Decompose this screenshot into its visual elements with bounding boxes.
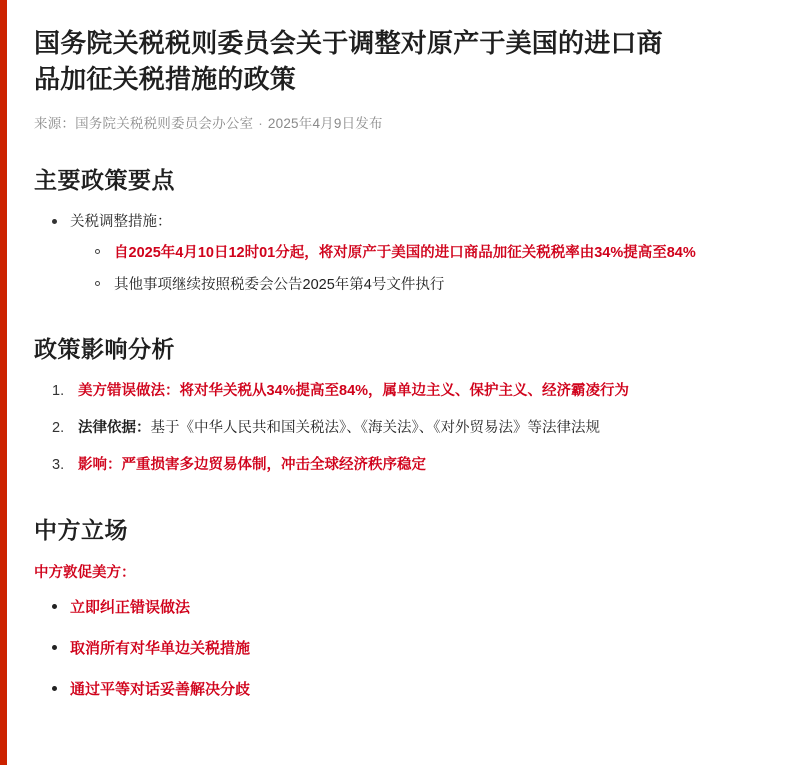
sub-item-text: 自2025年4月10日12时01分起，将对原产于美国的进口商品加征关税税率由34%提高至84% (114, 244, 696, 261)
item-lead: 影响： (78, 457, 122, 474)
source-name: 国务院关税税则委员会办公室 (75, 115, 254, 131)
list-item (92, 241, 766, 266)
section-key-points (34, 162, 766, 297)
page-title: 国务院关税税则委员会关于调整对原产于美国的进口商品加征关税措施的政策 (34, 28, 663, 94)
list-item-label: 关税调整措施： (70, 213, 172, 230)
list-item (48, 678, 766, 702)
document-meta (34, 112, 766, 132)
bullet-dot-icon (52, 686, 57, 691)
publish-date: 2025年4月9日发布 (267, 115, 383, 131)
list-item-text: 取消所有对华单边关税措施 (70, 639, 251, 657)
item-text: 严重损害多边贸易体制，冲击全球经济秩序稳定 (121, 457, 426, 474)
list-item (48, 637, 766, 661)
bullet-dot-icon (52, 645, 57, 650)
impact-analysis-list (34, 380, 766, 478)
key-points-list (34, 211, 766, 297)
source-label: 来源： (34, 115, 76, 131)
bullet-ring-icon (95, 281, 100, 286)
list-item (48, 211, 766, 297)
item-text: 将对华关税从34%提高至84%，属单边主义、保护主义、经济霸凌行为 (179, 383, 630, 400)
section-heading: 政策影响分析 (34, 336, 175, 363)
bullet-dot-icon (52, 219, 57, 224)
list-item (48, 454, 766, 478)
meta-separator: · (258, 115, 263, 131)
bullet-dot-icon (52, 604, 57, 609)
list-item (48, 596, 766, 620)
list-item (48, 380, 766, 404)
list-item (92, 273, 766, 298)
sub-item-text: 其他事项继续按照税委会公告2025年第4号文件执行 (114, 276, 445, 293)
item-lead: 法律依据： (78, 420, 151, 437)
item-lead: 美方错误做法： (78, 383, 180, 400)
section-heading: 中方立场 (34, 516, 128, 543)
section-china-position (34, 512, 766, 702)
bullet-ring-icon (95, 249, 100, 254)
section-impact-analysis (34, 331, 766, 478)
list-item-text: 通过平等对话妥善解决分歧 (70, 680, 251, 698)
item-text: 基于《中华人民共和国关税法》、《海关法》、《对外贸易法》等法律法规 (150, 420, 600, 437)
china-position-list (34, 596, 766, 702)
list-item-text: 立即纠正错误做法 (70, 598, 191, 616)
list-item (48, 417, 766, 441)
section-heading: 主要政策要点 (34, 166, 175, 193)
position-lead: 中方敦促美方： (34, 564, 136, 581)
left-accent-rule (0, 0, 7, 765)
key-points-sublist (70, 241, 766, 297)
